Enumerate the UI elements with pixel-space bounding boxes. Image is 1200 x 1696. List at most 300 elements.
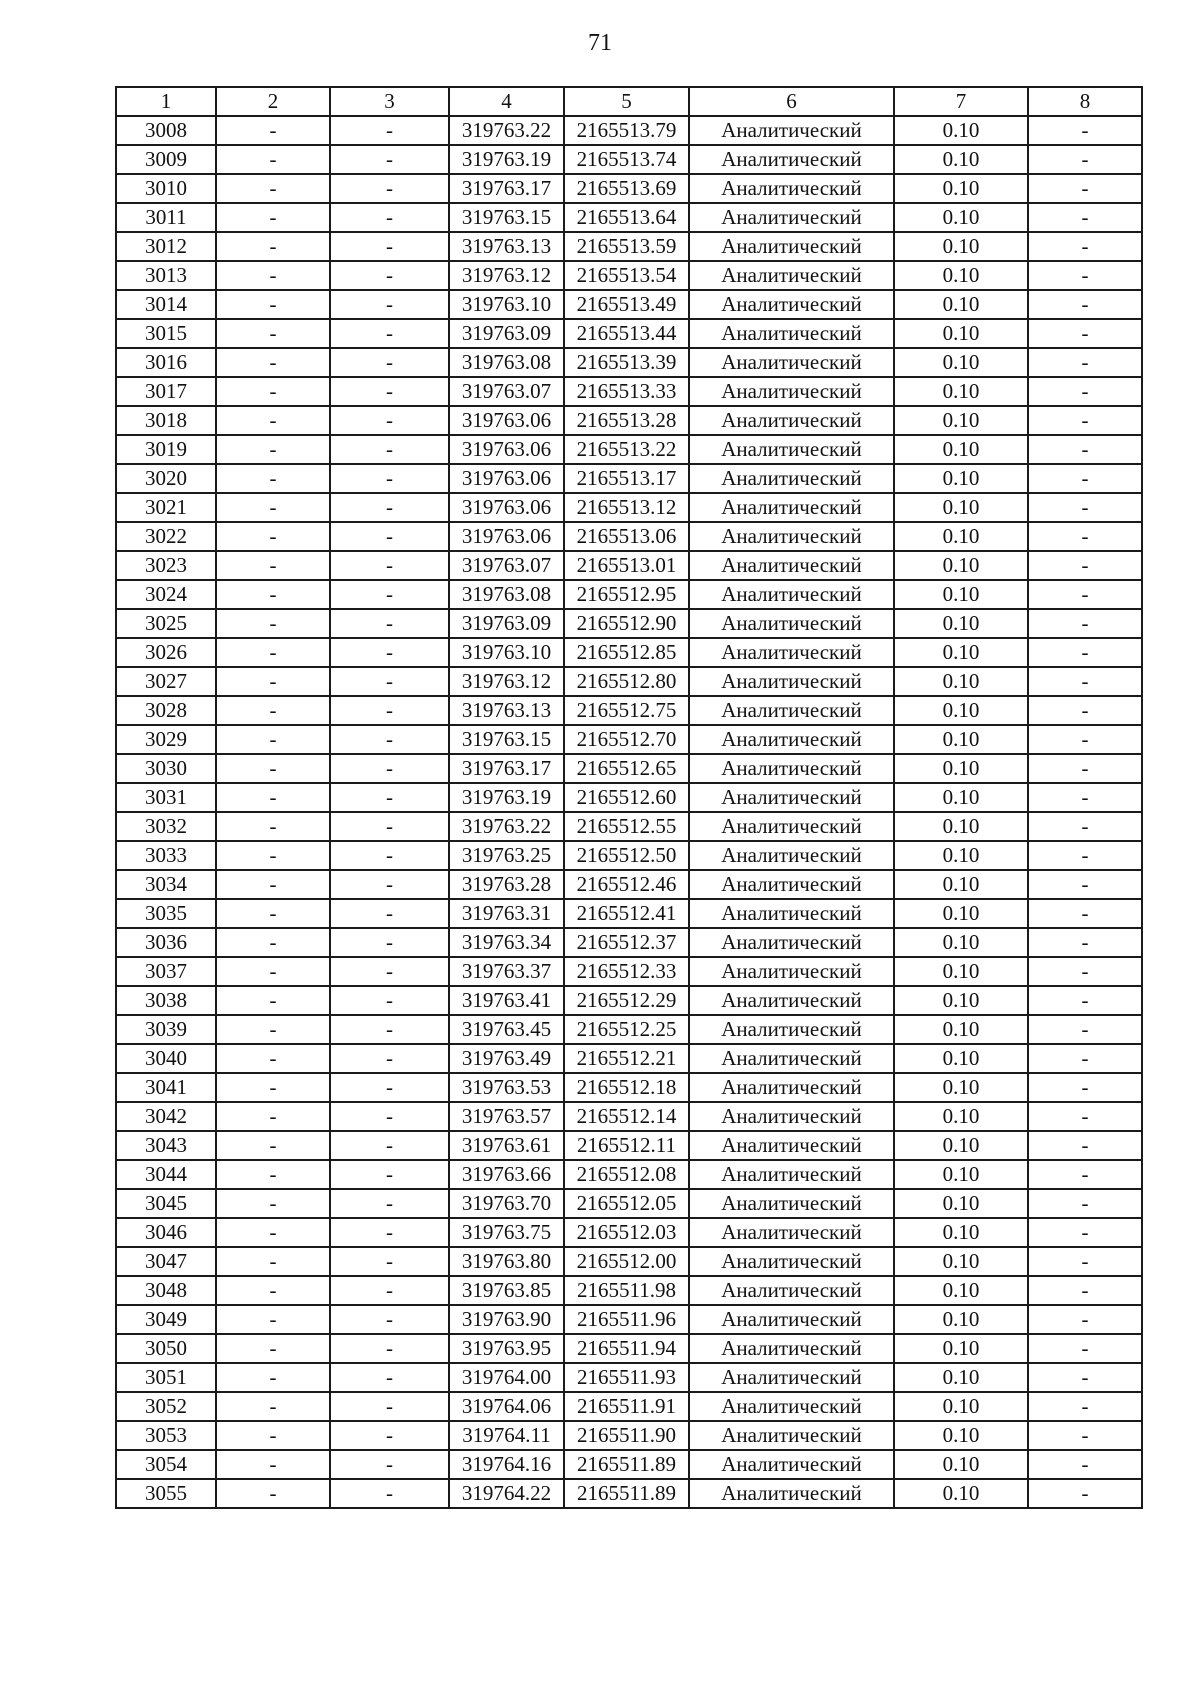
table-cell-col-4: 319763.13	[449, 232, 564, 261]
table-row	[116, 1479, 1142, 1508]
table-cell-col-5: 2165512.33	[564, 957, 689, 986]
table-cell-col-5: 2165513.64	[564, 203, 689, 232]
table-cell-col-3: -	[330, 986, 449, 1015]
table-cell-col-4: 319763.22	[449, 116, 564, 145]
table-cell-col-2: -	[216, 406, 330, 435]
table-cell-col-6: Аналитический	[689, 899, 894, 928]
table-row	[116, 522, 1142, 551]
table-cell-col-1: 3033	[116, 841, 216, 870]
table-cell-col-2: -	[216, 638, 330, 667]
table-cell-col-6: Аналитический	[689, 1392, 894, 1421]
table-cell-col-2: -	[216, 290, 330, 319]
table-cell-col-2: -	[216, 1421, 330, 1450]
table-cell-col-5: 2165512.85	[564, 638, 689, 667]
table-cell-col-8: -	[1028, 696, 1142, 725]
table-cell-col-8: -	[1028, 261, 1142, 290]
table-row	[116, 580, 1142, 609]
table-cell-col-1: 3013	[116, 261, 216, 290]
table-cell-col-7: 0.10	[894, 377, 1028, 406]
table-cell-col-4: 319764.16	[449, 1450, 564, 1479]
table-cell-col-4: 319764.06	[449, 1392, 564, 1421]
table-cell-col-5: 2165513.12	[564, 493, 689, 522]
table-cell-col-1: 3051	[116, 1363, 216, 1392]
table-cell-col-2: -	[216, 203, 330, 232]
table-cell-col-3: -	[330, 609, 449, 638]
table-cell-col-3: -	[330, 696, 449, 725]
table-cell-col-5: 2165513.28	[564, 406, 689, 435]
table-cell-col-2: -	[216, 319, 330, 348]
table-cell-col-5: 2165511.93	[564, 1363, 689, 1392]
table-cell-col-5: 2165512.41	[564, 899, 689, 928]
table-cell-col-6: Аналитический	[689, 1421, 894, 1450]
table-cell-col-2: -	[216, 928, 330, 957]
table-row	[116, 1189, 1142, 1218]
table-cell-col-6: Аналитический	[689, 870, 894, 899]
table-cell-col-1: 3038	[116, 986, 216, 1015]
table-row	[116, 1073, 1142, 1102]
table-cell-col-8: -	[1028, 609, 1142, 638]
table-cell-col-5: 2165513.59	[564, 232, 689, 261]
table-cell-col-7: 0.10	[894, 406, 1028, 435]
table-cell-col-6: Аналитический	[689, 551, 894, 580]
table-cell-col-5: 2165511.91	[564, 1392, 689, 1421]
table-cell-col-8: -	[1028, 1247, 1142, 1276]
table-cell-col-8: -	[1028, 667, 1142, 696]
table-cell-col-3: -	[330, 1276, 449, 1305]
table-row	[116, 319, 1142, 348]
table-cell-col-8: -	[1028, 435, 1142, 464]
table-cell-col-3: -	[330, 406, 449, 435]
table-cell-col-7: 0.10	[894, 841, 1028, 870]
header-row	[116, 87, 1142, 116]
table-cell-col-1: 3042	[116, 1102, 216, 1131]
table-cell-col-7: 0.10	[894, 1450, 1028, 1479]
table-row	[116, 1131, 1142, 1160]
table-cell-col-2: -	[216, 348, 330, 377]
table-cell-col-1: 3036	[116, 928, 216, 957]
table-cell-col-5: 2165512.29	[564, 986, 689, 1015]
table-cell-col-3: -	[330, 783, 449, 812]
column-header-8: 8	[1028, 87, 1142, 116]
table-cell-col-4: 319763.66	[449, 1160, 564, 1189]
table-cell-col-3: -	[330, 203, 449, 232]
table-cell-col-7: 0.10	[894, 899, 1028, 928]
table-cell-col-1: 3023	[116, 551, 216, 580]
table-row	[116, 174, 1142, 203]
table-cell-col-5: 2165513.69	[564, 174, 689, 203]
table-cell-col-6: Аналитический	[689, 1015, 894, 1044]
table-cell-col-1: 3041	[116, 1073, 216, 1102]
table-cell-col-5: 2165511.94	[564, 1334, 689, 1363]
table-cell-col-3: -	[330, 1334, 449, 1363]
table-cell-col-3: -	[330, 377, 449, 406]
table-cell-col-2: -	[216, 754, 330, 783]
table-cell-col-7: 0.10	[894, 928, 1028, 957]
table-row	[116, 435, 1142, 464]
table-cell-col-8: -	[1028, 1305, 1142, 1334]
table-cell-col-3: -	[330, 174, 449, 203]
table-cell-col-1: 3034	[116, 870, 216, 899]
table-row	[116, 1334, 1142, 1363]
table-cell-col-6: Аналитический	[689, 667, 894, 696]
table-row	[116, 145, 1142, 174]
table-cell-col-5: 2165511.96	[564, 1305, 689, 1334]
table-row	[116, 348, 1142, 377]
table-cell-col-4: 319763.06	[449, 406, 564, 435]
table-row	[116, 290, 1142, 319]
table-cell-col-4: 319763.08	[449, 348, 564, 377]
table-cell-col-7: 0.10	[894, 1160, 1028, 1189]
table-cell-col-6: Аналитический	[689, 290, 894, 319]
table-cell-col-1: 3022	[116, 522, 216, 551]
table-cell-col-5: 2165512.55	[564, 812, 689, 841]
table-cell-col-3: -	[330, 319, 449, 348]
table-cell-col-5: 2165513.06	[564, 522, 689, 551]
table-cell-col-8: -	[1028, 377, 1142, 406]
table-cell-col-8: -	[1028, 116, 1142, 145]
table-cell-col-7: 0.10	[894, 203, 1028, 232]
table-cell-col-6: Аналитический	[689, 406, 894, 435]
table-cell-col-6: Аналитический	[689, 986, 894, 1015]
table-cell-col-2: -	[216, 899, 330, 928]
table-cell-col-1: 3032	[116, 812, 216, 841]
table-cell-col-6: Аналитический	[689, 348, 894, 377]
table-cell-col-4: 319763.80	[449, 1247, 564, 1276]
table-row	[116, 1160, 1142, 1189]
table-cell-col-4: 319763.19	[449, 145, 564, 174]
table-cell-col-1: 3047	[116, 1247, 216, 1276]
table-cell-col-3: -	[330, 116, 449, 145]
table-cell-col-8: -	[1028, 1334, 1142, 1363]
table-cell-col-5: 2165513.49	[564, 290, 689, 319]
table-cell-col-1: 3027	[116, 667, 216, 696]
table-cell-col-7: 0.10	[894, 493, 1028, 522]
table-cell-col-1: 3016	[116, 348, 216, 377]
table-cell-col-5: 2165512.50	[564, 841, 689, 870]
table-cell-col-6: Аналитический	[689, 696, 894, 725]
table-cell-col-7: 0.10	[894, 1102, 1028, 1131]
table-cell-col-5: 2165513.01	[564, 551, 689, 580]
table-cell-col-8: -	[1028, 1160, 1142, 1189]
table-cell-col-7: 0.10	[894, 609, 1028, 638]
table-cell-col-4: 319763.17	[449, 754, 564, 783]
table-cell-col-8: -	[1028, 638, 1142, 667]
table-cell-col-7: 0.10	[894, 1363, 1028, 1392]
table-cell-col-1: 3039	[116, 1015, 216, 1044]
table-cell-col-4: 319764.11	[449, 1421, 564, 1450]
table-cell-col-8: -	[1028, 899, 1142, 928]
table-cell-col-7: 0.10	[894, 348, 1028, 377]
table-cell-col-4: 319763.25	[449, 841, 564, 870]
table-cell-col-8: -	[1028, 1102, 1142, 1131]
column-header-7: 7	[894, 87, 1028, 116]
table-row	[116, 696, 1142, 725]
table-body	[116, 116, 1142, 1508]
table-cell-col-4: 319763.06	[449, 435, 564, 464]
table-cell-col-1: 3015	[116, 319, 216, 348]
table-cell-col-2: -	[216, 1479, 330, 1508]
table-cell-col-6: Аналитический	[689, 203, 894, 232]
table-cell-col-8: -	[1028, 290, 1142, 319]
table-cell-col-4: 319763.61	[449, 1131, 564, 1160]
table-cell-col-3: -	[330, 1247, 449, 1276]
table-cell-col-6: Аналитический	[689, 1073, 894, 1102]
table-cell-col-8: -	[1028, 145, 1142, 174]
table-cell-col-7: 0.10	[894, 116, 1028, 145]
table-cell-col-7: 0.10	[894, 1131, 1028, 1160]
table-cell-col-8: -	[1028, 812, 1142, 841]
table-cell-col-4: 319763.06	[449, 522, 564, 551]
table-cell-col-4: 319763.49	[449, 1044, 564, 1073]
table-cell-col-8: -	[1028, 986, 1142, 1015]
table-cell-col-2: -	[216, 1363, 330, 1392]
table-row	[116, 1392, 1142, 1421]
table-cell-col-2: -	[216, 261, 330, 290]
table-cell-col-4: 319763.10	[449, 290, 564, 319]
table-cell-col-3: -	[330, 725, 449, 754]
table-cell-col-4: 319763.12	[449, 261, 564, 290]
table-cell-col-5: 2165512.37	[564, 928, 689, 957]
table-cell-col-1: 3030	[116, 754, 216, 783]
table-cell-col-7: 0.10	[894, 696, 1028, 725]
column-header-5: 5	[564, 87, 689, 116]
table-cell-col-5: 2165513.22	[564, 435, 689, 464]
table-cell-col-2: -	[216, 841, 330, 870]
table-cell-col-1: 3029	[116, 725, 216, 754]
table-row	[116, 1044, 1142, 1073]
table-cell-col-8: -	[1028, 1189, 1142, 1218]
table-cell-col-6: Аналитический	[689, 1044, 894, 1073]
table-cell-col-5: 2165513.44	[564, 319, 689, 348]
table-cell-col-3: -	[330, 1392, 449, 1421]
table-row	[116, 1102, 1142, 1131]
table-cell-col-5: 2165513.33	[564, 377, 689, 406]
table-cell-col-7: 0.10	[894, 1392, 1028, 1421]
table-cell-col-6: Аналитический	[689, 1131, 894, 1160]
table-cell-col-6: Аналитический	[689, 1160, 894, 1189]
table-cell-col-5: 2165513.17	[564, 464, 689, 493]
table-cell-col-2: -	[216, 1073, 330, 1102]
table-cell-col-7: 0.10	[894, 145, 1028, 174]
table-cell-col-8: -	[1028, 1044, 1142, 1073]
table-cell-col-2: -	[216, 783, 330, 812]
table-cell-col-7: 0.10	[894, 725, 1028, 754]
table-row	[116, 841, 1142, 870]
table-cell-col-8: -	[1028, 1479, 1142, 1508]
table-cell-col-8: -	[1028, 1392, 1142, 1421]
table-cell-col-1: 3021	[116, 493, 216, 522]
table-cell-col-6: Аналитический	[689, 1334, 894, 1363]
table-cell-col-2: -	[216, 1392, 330, 1421]
table-cell-col-5: 2165512.80	[564, 667, 689, 696]
table-row	[116, 899, 1142, 928]
table-cell-col-3: -	[330, 812, 449, 841]
table-row	[116, 1305, 1142, 1334]
table-cell-col-4: 319763.09	[449, 319, 564, 348]
table-row	[116, 609, 1142, 638]
table-cell-col-7: 0.10	[894, 783, 1028, 812]
table-cell-col-5: 2165512.11	[564, 1131, 689, 1160]
table-cell-col-2: -	[216, 1189, 330, 1218]
table-cell-col-2: -	[216, 1044, 330, 1073]
table-cell-col-2: -	[216, 1131, 330, 1160]
table-cell-col-7: 0.10	[894, 232, 1028, 261]
table-cell-col-3: -	[330, 1305, 449, 1334]
table-cell-col-3: -	[330, 551, 449, 580]
table-cell-col-5: 2165511.89	[564, 1450, 689, 1479]
table-cell-col-6: Аналитический	[689, 812, 894, 841]
table-cell-col-6: Аналитический	[689, 754, 894, 783]
table-cell-col-7: 0.10	[894, 1479, 1028, 1508]
table-cell-col-4: 319763.90	[449, 1305, 564, 1334]
table-row	[116, 203, 1142, 232]
table-cell-col-6: Аналитический	[689, 638, 894, 667]
table-cell-col-6: Аналитический	[689, 928, 894, 957]
table-cell-col-3: -	[330, 522, 449, 551]
table-cell-col-2: -	[216, 812, 330, 841]
table-cell-col-1: 3026	[116, 638, 216, 667]
table-cell-col-6: Аналитический	[689, 580, 894, 609]
column-header-1: 1	[116, 87, 216, 116]
table-cell-col-2: -	[216, 1450, 330, 1479]
table-row	[116, 638, 1142, 667]
table-cell-col-2: -	[216, 696, 330, 725]
table-cell-col-1: 3012	[116, 232, 216, 261]
table-cell-col-5: 2165512.25	[564, 1015, 689, 1044]
table-row	[116, 783, 1142, 812]
table-cell-col-3: -	[330, 1102, 449, 1131]
table-cell-col-5: 2165511.98	[564, 1276, 689, 1305]
table-row	[116, 1247, 1142, 1276]
table-cell-col-7: 0.10	[894, 1334, 1028, 1363]
table-cell-col-1: 3009	[116, 145, 216, 174]
table-cell-col-7: 0.10	[894, 1276, 1028, 1305]
table-cell-col-5: 2165512.03	[564, 1218, 689, 1247]
table-cell-col-4: 319763.22	[449, 812, 564, 841]
table-row	[116, 812, 1142, 841]
table-cell-col-2: -	[216, 232, 330, 261]
table-cell-col-7: 0.10	[894, 261, 1028, 290]
table-cell-col-6: Аналитический	[689, 841, 894, 870]
column-header-4: 4	[449, 87, 564, 116]
table-cell-col-6: Аналитический	[689, 232, 894, 261]
table-cell-col-8: -	[1028, 493, 1142, 522]
table-row	[116, 232, 1142, 261]
table-cell-col-6: Аналитический	[689, 725, 894, 754]
table-row	[116, 754, 1142, 783]
table-row	[116, 870, 1142, 899]
table-cell-col-7: 0.10	[894, 319, 1028, 348]
table-row	[116, 1450, 1142, 1479]
table-cell-col-5: 2165513.39	[564, 348, 689, 377]
table-cell-col-3: -	[330, 580, 449, 609]
table-cell-col-6: Аналитический	[689, 609, 894, 638]
table-cell-col-1: 3046	[116, 1218, 216, 1247]
table-cell-col-1: 3050	[116, 1334, 216, 1363]
table-cell-col-5: 2165512.65	[564, 754, 689, 783]
table-cell-col-3: -	[330, 1421, 449, 1450]
table-cell-col-8: -	[1028, 928, 1142, 957]
table-cell-col-6: Аналитический	[689, 783, 894, 812]
table-cell-col-1: 3031	[116, 783, 216, 812]
table-cell-col-3: -	[330, 464, 449, 493]
table-cell-col-7: 0.10	[894, 1189, 1028, 1218]
table-cell-col-3: -	[330, 145, 449, 174]
table-cell-col-6: Аналитический	[689, 1450, 894, 1479]
table-cell-col-3: -	[330, 638, 449, 667]
table-cell-col-4: 319763.10	[449, 638, 564, 667]
table-cell-col-5: 2165512.21	[564, 1044, 689, 1073]
table-cell-col-2: -	[216, 551, 330, 580]
table-cell-col-3: -	[330, 1450, 449, 1479]
table-cell-col-1: 3010	[116, 174, 216, 203]
table-cell-col-5: 2165512.18	[564, 1073, 689, 1102]
table-cell-col-6: Аналитический	[689, 1102, 894, 1131]
table-cell-col-3: -	[330, 1073, 449, 1102]
table-cell-col-5: 2165512.05	[564, 1189, 689, 1218]
column-header-2: 2	[216, 87, 330, 116]
table-cell-col-6: Аналитический	[689, 174, 894, 203]
table-cell-col-7: 0.10	[894, 435, 1028, 464]
table-cell-col-7: 0.10	[894, 522, 1028, 551]
table-cell-col-1: 3035	[116, 899, 216, 928]
table-cell-col-8: -	[1028, 551, 1142, 580]
table-cell-col-3: -	[330, 1218, 449, 1247]
table-cell-col-2: -	[216, 116, 330, 145]
table-cell-col-7: 0.10	[894, 580, 1028, 609]
table-cell-col-1: 3028	[116, 696, 216, 725]
table-cell-col-3: -	[330, 928, 449, 957]
table-cell-col-1: 3020	[116, 464, 216, 493]
table-cell-col-4: 319763.41	[449, 986, 564, 1015]
table-cell-col-5: 2165512.60	[564, 783, 689, 812]
table-cell-col-5: 2165511.89	[564, 1479, 689, 1508]
table-cell-col-7: 0.10	[894, 464, 1028, 493]
table-row	[116, 551, 1142, 580]
table-cell-col-3: -	[330, 348, 449, 377]
table-cell-col-3: -	[330, 261, 449, 290]
table-cell-col-7: 0.10	[894, 957, 1028, 986]
table-cell-col-7: 0.10	[894, 290, 1028, 319]
table-cell-col-1: 3008	[116, 116, 216, 145]
table-cell-col-7: 0.10	[894, 1073, 1028, 1102]
table-cell-col-2: -	[216, 1218, 330, 1247]
table-cell-col-8: -	[1028, 1015, 1142, 1044]
table-cell-col-6: Аналитический	[689, 377, 894, 406]
table-row	[116, 1015, 1142, 1044]
table-cell-col-6: Аналитический	[689, 261, 894, 290]
table-cell-col-4: 319764.00	[449, 1363, 564, 1392]
table-cell-col-3: -	[330, 1160, 449, 1189]
table-cell-col-2: -	[216, 1334, 330, 1363]
table-cell-col-5: 2165512.70	[564, 725, 689, 754]
table-row	[116, 667, 1142, 696]
table-cell-col-6: Аналитический	[689, 1247, 894, 1276]
table-row	[116, 1276, 1142, 1305]
table-cell-col-4: 319763.37	[449, 957, 564, 986]
table-row	[116, 1421, 1142, 1450]
table-cell-col-8: -	[1028, 203, 1142, 232]
table-row	[116, 1218, 1142, 1247]
table-cell-col-3: -	[330, 493, 449, 522]
table-cell-col-4: 319763.31	[449, 899, 564, 928]
table-cell-col-6: Аналитический	[689, 1189, 894, 1218]
table-row	[116, 928, 1142, 957]
table-cell-col-1: 3044	[116, 1160, 216, 1189]
table-cell-col-4: 319763.08	[449, 580, 564, 609]
table-cell-col-8: -	[1028, 1276, 1142, 1305]
table-cell-col-2: -	[216, 580, 330, 609]
